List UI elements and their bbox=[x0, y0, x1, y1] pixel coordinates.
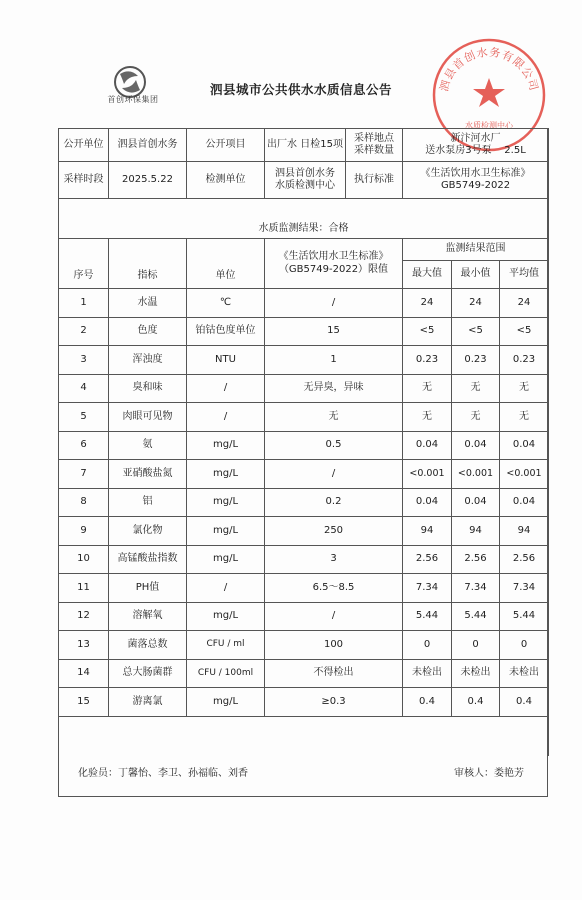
header-row-1 bbox=[59, 239, 549, 261]
table-row bbox=[59, 431, 549, 460]
avg-value: <0.001 bbox=[500, 460, 549, 489]
min-value: <0.001 bbox=[452, 460, 500, 489]
min-value: 未检出 bbox=[452, 659, 500, 688]
standard-limit: / bbox=[265, 460, 403, 489]
standard-limit: 3 bbox=[265, 545, 403, 574]
lab-label: 检测单位 bbox=[187, 162, 265, 199]
indicator-unit: / bbox=[187, 574, 265, 603]
row-no: 1 bbox=[59, 289, 109, 318]
header-range: 监测结果范围 bbox=[403, 239, 549, 261]
max-value: 0.23 bbox=[403, 346, 452, 375]
max-value: 无 bbox=[403, 403, 452, 432]
std-value bbox=[403, 162, 549, 199]
table-row bbox=[59, 488, 549, 517]
indicator-unit: CFU / ml bbox=[187, 631, 265, 660]
avg-value: 0.04 bbox=[500, 488, 549, 517]
indicator-name: 肉眼可见物 bbox=[109, 403, 187, 432]
avg-value: 无 bbox=[500, 374, 549, 403]
max-value: 5.44 bbox=[403, 602, 452, 631]
qty-value: 2.5L bbox=[504, 145, 526, 156]
indicator-name: PH值 bbox=[109, 574, 187, 603]
max-value: 0 bbox=[403, 631, 452, 660]
item-value-text: 出厂水 日检15项 bbox=[267, 138, 343, 150]
indicator-name: 水温 bbox=[109, 289, 187, 318]
standard-limit: 1 bbox=[265, 346, 403, 375]
standard-limit: 0.2 bbox=[265, 488, 403, 517]
header-unit: 单位 bbox=[187, 239, 265, 289]
min-value: 0.04 bbox=[452, 431, 500, 460]
standard-limit: 100 bbox=[265, 631, 403, 660]
header-min: 最小值 bbox=[452, 261, 500, 289]
indicator-name: 氨 bbox=[109, 431, 187, 460]
row-no: 10 bbox=[59, 545, 109, 574]
qty-label: 采样数量 bbox=[354, 145, 394, 156]
min-value: 0 bbox=[452, 631, 500, 660]
svg-text:水质检测中心: 水质检测中心 bbox=[465, 121, 513, 130]
avg-value: 24 bbox=[500, 289, 549, 318]
max-value: <5 bbox=[403, 317, 452, 346]
unit-value: 泗县首创水务 bbox=[109, 129, 187, 162]
indicator-name: 亚硝酸盐氮 bbox=[109, 460, 187, 489]
indicator-name: 溶解氧 bbox=[109, 602, 187, 631]
table-row bbox=[59, 517, 549, 546]
location-plant: 新汴河水厂 bbox=[450, 132, 501, 144]
indicator-unit: mg/L bbox=[187, 460, 265, 489]
lab-value-text bbox=[265, 162, 345, 198]
std-value-line2: GB5749-2022 bbox=[440, 180, 511, 191]
indicator-unit: / bbox=[187, 403, 265, 432]
row-no: 3 bbox=[59, 346, 109, 375]
avg-value: 7.34 bbox=[500, 574, 549, 603]
indicator-unit: 铂钴色度单位 bbox=[187, 317, 265, 346]
indicator-unit: mg/L bbox=[187, 488, 265, 517]
table-row bbox=[59, 659, 549, 688]
min-value: 24 bbox=[452, 289, 500, 318]
avg-value: 无 bbox=[500, 403, 549, 432]
info-row-2 bbox=[59, 162, 549, 199]
indicator-name: 浑浊度 bbox=[109, 346, 187, 375]
avg-value: 5.44 bbox=[500, 602, 549, 631]
standard-limit: 0.5 bbox=[265, 431, 403, 460]
table-row bbox=[59, 631, 549, 660]
avg-value: 0.4 bbox=[500, 688, 549, 717]
row-no: 2 bbox=[59, 317, 109, 346]
indicator-name: 臭和味 bbox=[109, 374, 187, 403]
item-label: 公开项目 bbox=[187, 129, 265, 162]
time-label: 采样时段 bbox=[59, 162, 109, 199]
standard-limit: ≥0.3 bbox=[265, 688, 403, 717]
indicator-unit: NTU bbox=[187, 346, 265, 375]
header-limit-line2: （GB5749-2022）限值 bbox=[278, 263, 389, 275]
table-row bbox=[59, 346, 549, 375]
table-row bbox=[59, 545, 549, 574]
table-row bbox=[59, 602, 549, 631]
info-row-1 bbox=[59, 129, 549, 162]
header-max: 最大值 bbox=[403, 261, 452, 289]
avg-value: 0.04 bbox=[500, 431, 549, 460]
row-no: 13 bbox=[59, 631, 109, 660]
avg-value: 未检出 bbox=[500, 659, 549, 688]
max-value: 24 bbox=[403, 289, 452, 318]
standard-limit: 250 bbox=[265, 517, 403, 546]
table-row bbox=[59, 317, 549, 346]
indicator-name: 总大肠菌群 bbox=[109, 659, 187, 688]
indicator-unit: ℃ bbox=[187, 289, 265, 318]
avg-value: <5 bbox=[500, 317, 549, 346]
logo-text: 首创环保集团 bbox=[107, 95, 159, 104]
min-value: <5 bbox=[452, 317, 500, 346]
avg-value: 0.23 bbox=[500, 346, 549, 375]
avg-value: 2.56 bbox=[500, 545, 549, 574]
lab-value-line1: 泗县首创水务 bbox=[275, 167, 335, 179]
indicator-unit: mg/L bbox=[187, 517, 265, 546]
standard-limit: / bbox=[265, 602, 403, 631]
indicator-name: 氯化物 bbox=[109, 517, 187, 546]
indicator-name: 铝 bbox=[109, 488, 187, 517]
row-no: 9 bbox=[59, 517, 109, 546]
max-value: 0.4 bbox=[403, 688, 452, 717]
page-title: 泗县城市公共供水水质信息公告 bbox=[210, 82, 393, 97]
table-row bbox=[59, 688, 549, 717]
data-rows bbox=[59, 289, 549, 757]
row-no: 11 bbox=[59, 574, 109, 603]
row-no: 7 bbox=[59, 460, 109, 489]
lab-value bbox=[265, 162, 403, 199]
header-avg: 平均值 bbox=[500, 261, 549, 289]
header-indicator: 指标 bbox=[109, 239, 187, 289]
table-row bbox=[59, 574, 549, 603]
max-value: 94 bbox=[403, 517, 452, 546]
time-value: 2025.5.22 bbox=[109, 162, 187, 199]
row-no: 12 bbox=[59, 602, 109, 631]
min-value: 7.34 bbox=[452, 574, 500, 603]
max-value: 未检出 bbox=[403, 659, 452, 688]
row-no: 8 bbox=[59, 488, 109, 517]
standard-limit: 6.5～8.5 bbox=[265, 574, 403, 603]
testers: 化验员：丁馨怡、李卫、孙福临、刘香 bbox=[78, 768, 248, 779]
location-detail bbox=[403, 145, 548, 158]
indicator-unit: mg/L bbox=[187, 602, 265, 631]
header-limit-line1: 《生活饮用水卫生标准》 bbox=[278, 251, 389, 262]
max-value: 0.04 bbox=[403, 431, 452, 460]
pump-value: 送水泵房3号泵 bbox=[425, 145, 492, 156]
min-value: 2.56 bbox=[452, 545, 500, 574]
indicator-unit: mg/L bbox=[187, 545, 265, 574]
unit-label: 公开单位 bbox=[59, 129, 109, 162]
avg-value: 0 bbox=[500, 631, 549, 660]
spacer-row bbox=[59, 199, 549, 221]
table-row bbox=[59, 403, 549, 432]
header-no: 序号 bbox=[59, 239, 109, 289]
lab-value-line2: 水质检测中心 bbox=[275, 180, 335, 191]
blank-row bbox=[59, 716, 549, 756]
row-no: 15 bbox=[59, 688, 109, 717]
max-value: 无 bbox=[403, 374, 452, 403]
svg-text:泗县首创水务有限公司: 泗县首创水务有限公司 bbox=[437, 45, 541, 93]
indicator-unit: mg/L bbox=[187, 688, 265, 717]
avg-value: 94 bbox=[500, 517, 549, 546]
row-no: 14 bbox=[59, 659, 109, 688]
max-value: <0.001 bbox=[403, 460, 452, 489]
standard-limit: 不得检出 bbox=[265, 659, 403, 688]
indicator-name: 菌落总数 bbox=[109, 631, 187, 660]
row-no: 4 bbox=[59, 374, 109, 403]
table-row bbox=[59, 374, 549, 403]
item-value bbox=[265, 129, 403, 162]
min-value: 0.04 bbox=[452, 488, 500, 517]
min-value: 无 bbox=[452, 374, 500, 403]
std-value-line1: 《生活饮用水卫生标准》 bbox=[420, 167, 531, 179]
row-no: 6 bbox=[59, 431, 109, 460]
table-row bbox=[59, 460, 549, 489]
indicator-name: 高锰酸盐指数 bbox=[109, 545, 187, 574]
indicator-name: 游离氯 bbox=[109, 688, 187, 717]
table-row bbox=[59, 289, 549, 318]
indicator-unit: mg/L bbox=[187, 431, 265, 460]
result-summary: 水质监测结果：合格 bbox=[59, 221, 549, 239]
standard-limit: 无异臭，异味 bbox=[265, 374, 403, 403]
indicator-name: 色度 bbox=[109, 317, 187, 346]
location-value bbox=[403, 129, 549, 162]
loc-label: 采样地点 bbox=[354, 132, 394, 144]
max-value: 2.56 bbox=[403, 545, 452, 574]
min-value: 5.44 bbox=[452, 602, 500, 631]
loc-qty-labels bbox=[345, 129, 402, 161]
standard-limit: 无 bbox=[265, 403, 403, 432]
max-value: 7.34 bbox=[403, 574, 452, 603]
min-value: 94 bbox=[452, 517, 500, 546]
min-value: 0.23 bbox=[452, 346, 500, 375]
water-quality-table bbox=[58, 128, 549, 756]
std-label: 执行标准 bbox=[345, 162, 402, 198]
header-limit bbox=[265, 239, 403, 289]
row-no: 5 bbox=[59, 403, 109, 432]
min-value: 0.4 bbox=[452, 688, 500, 717]
indicator-unit: / bbox=[187, 374, 265, 403]
summary-row bbox=[59, 221, 549, 239]
min-value: 无 bbox=[452, 403, 500, 432]
standard-limit: / bbox=[265, 289, 403, 318]
indicator-unit: CFU / 100ml bbox=[187, 659, 265, 688]
standard-limit: 15 bbox=[265, 317, 403, 346]
max-value: 0.04 bbox=[403, 488, 452, 517]
reviewer: 审核人：娄艳芳 bbox=[454, 768, 524, 779]
